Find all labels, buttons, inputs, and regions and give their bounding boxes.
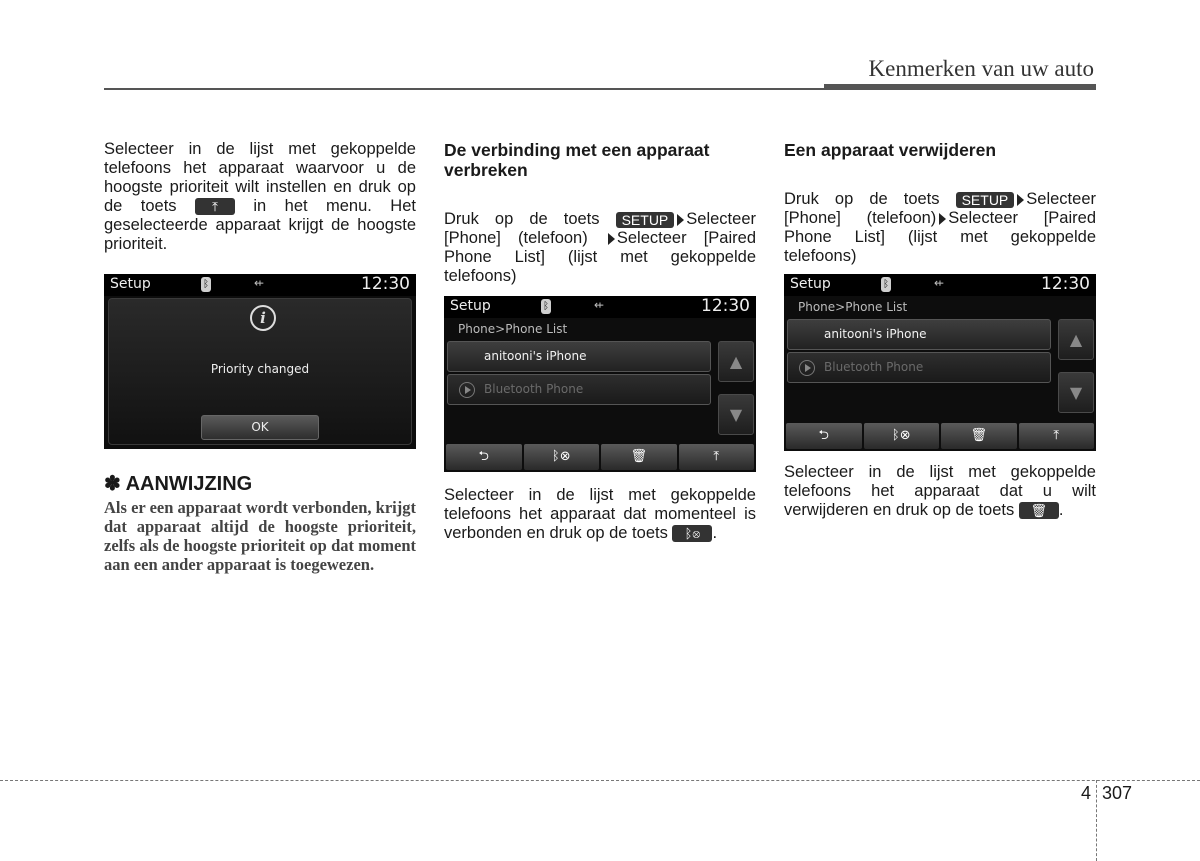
- status-bar: [104, 274, 416, 296]
- disconnect-screen: [444, 296, 756, 472]
- column-delete: [784, 140, 1096, 520]
- bluetooth-icon: ᛒ: [883, 279, 889, 290]
- scroll-down-button[interactable]: ▼: [718, 394, 754, 435]
- delete-screen: [784, 274, 1096, 451]
- list-item[interactable]: [787, 352, 1051, 383]
- bottom-toolbar: [446, 444, 754, 470]
- step-text: Druk op de toets: [444, 210, 600, 228]
- dialog-panel: [108, 298, 412, 445]
- delete-instruction: Selecteer in de lijst met gekoppelde telefoons het apparaat dat u wilt verwijderen en druk op de toets 🗑 .: [784, 463, 1096, 519]
- chapter-number: 4: [1081, 783, 1092, 803]
- usb-icon: ⇷: [254, 276, 265, 290]
- disconnect-steps: [444, 210, 756, 286]
- info-icon: i: [250, 305, 276, 331]
- page-number: 307: [1102, 783, 1133, 803]
- priority-text-end: in het menu. Het geselecteerde apparaat krijgt de hoogste prioriteit.: [104, 197, 416, 253]
- list-item-label: anitooni's iPhone: [484, 349, 587, 363]
- scroll-up-button[interactable]: ▲: [1058, 319, 1094, 360]
- page-header-title: Kenmerken van uw auto: [868, 56, 1094, 81]
- priority-button[interactable]: ⤒: [679, 444, 755, 470]
- step-text-phone: Selecteer [Phone] (telefoon): [444, 210, 756, 247]
- list-item[interactable]: [447, 374, 711, 405]
- instruction-text: Selecteer in de lijst met gekoppelde telefoons het apparaat dat momenteel is verbonden en druk op de toets: [444, 486, 756, 542]
- delete-button[interactable]: 🗑: [941, 423, 1017, 449]
- bluetooth-icon: ᛒ: [203, 279, 209, 290]
- scroll-down-button[interactable]: ▼: [1058, 372, 1094, 413]
- breadcrumb: Phone>Phone List: [798, 300, 908, 314]
- priority-screen: [104, 274, 416, 449]
- step-text-list: Selecteer [Paired Phone List] (lijst met gekoppelde telefoons): [784, 209, 1096, 265]
- clock: 12:30: [701, 296, 750, 316]
- bt-disconnect-icon: ᛒ⊗: [672, 525, 712, 542]
- play-icon: [459, 382, 475, 398]
- play-icon: [799, 360, 815, 376]
- status-bar: [784, 274, 1096, 296]
- list-item-label: Bluetooth Phone: [824, 360, 924, 374]
- usb-icon: ⇷: [594, 298, 605, 312]
- step-text-list: Selecteer [Paired Phone List] (lijst met gekoppelde telefoons): [444, 229, 756, 285]
- note-title: ✽ AANWIJZING: [104, 473, 253, 495]
- scroll-up-button[interactable]: ▲: [718, 341, 754, 382]
- screen-title: Setup: [450, 298, 491, 314]
- status-bar: [444, 296, 756, 318]
- bottom-toolbar: [786, 423, 1094, 449]
- column-disconnect: [444, 140, 756, 543]
- trash-icon: 🗑: [1019, 502, 1059, 519]
- delete-button[interactable]: 🗑: [601, 444, 677, 470]
- note-body: Als er een apparaat wordt verbonden, krijgt dat apparaat altijd de hoogste prioriteit, zelfs als de hoogste prioriteit op dat moment aan een ander apparaat is toegewezen.: [104, 498, 416, 574]
- header-rule-accent: [824, 84, 1096, 90]
- list-item-label: anitooni's iPhone: [824, 327, 927, 341]
- step-text: Druk op de toets: [784, 190, 940, 208]
- bt-disconnect-button[interactable]: ᛒ⊗: [524, 444, 600, 470]
- arrow-right-icon: [608, 233, 615, 245]
- priority-up-icon: ⤒: [195, 198, 235, 215]
- setup-key: SETUP: [956, 192, 1015, 208]
- disconnect-heading: De verbinding met een apparaat verbreken: [444, 140, 710, 180]
- list-item[interactable]: [447, 341, 711, 372]
- arrow-right-icon: [939, 213, 946, 225]
- priority-paragraph: [104, 140, 416, 254]
- screen-title: Setup: [790, 276, 831, 292]
- arrow-right-icon: [677, 214, 684, 226]
- screen-title: Setup: [110, 276, 151, 292]
- bt-disconnect-button[interactable]: ᛒ⊗: [864, 423, 940, 449]
- delete-steps: [784, 190, 1096, 266]
- list-item[interactable]: [787, 319, 1051, 350]
- footer-rule: [0, 780, 1200, 781]
- bluetooth-icon: ᛒ: [543, 301, 549, 312]
- delete-heading: Een apparaat verwijderen: [784, 140, 997, 160]
- clock: 12:30: [361, 274, 410, 294]
- usb-icon: ⇷: [934, 276, 945, 290]
- step-text-phone: Selecteer [Phone] (telefoon): [784, 190, 1096, 227]
- priority-button[interactable]: ⤒: [1019, 423, 1095, 449]
- instruction-text: Selecteer in de lijst met gekoppelde telefoons het apparaat dat u wilt verwijderen en druk op de toets: [784, 463, 1096, 519]
- ok-button[interactable]: OK: [201, 415, 319, 440]
- back-button[interactable]: ⮌: [446, 444, 522, 470]
- list-item-label: Bluetooth Phone: [484, 382, 584, 396]
- column-priority: [104, 140, 416, 574]
- setup-key: SETUP: [616, 212, 675, 228]
- footer-divider: [1096, 780, 1097, 861]
- breadcrumb: Phone>Phone List: [458, 322, 568, 336]
- back-button[interactable]: ⮌: [786, 423, 862, 449]
- clock: 12:30: [1041, 274, 1090, 294]
- disconnect-instruction: Selecteer in de lijst met gekoppelde telefoons het apparaat dat momenteel is verbonden en druk op de toets ᛒ⊗ .: [444, 486, 756, 542]
- priority-text: Selecteer in de lijst met gekoppelde telefoons het apparaat waarvoor u de hoogste prioriteit wilt instellen en druk op de toets: [104, 140, 416, 215]
- arrow-right-icon: [1017, 194, 1024, 206]
- dialog-message: Priority changed: [210, 362, 310, 376]
